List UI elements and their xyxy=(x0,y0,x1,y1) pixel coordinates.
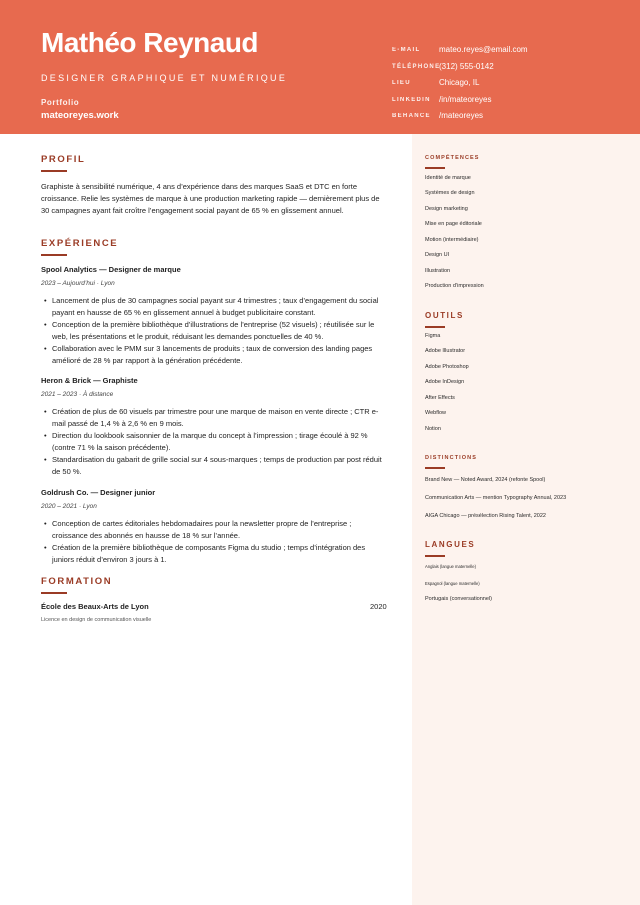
list-item: • Conception de cartes éditoriales hebdomadaires pour la newsletter propre de l’entreprise ; croissance des abonnés en hausse de 18 % sur l’année. xyxy=(41,518,389,542)
list-item: • Lancement de plus de 30 campagnes social payant sur 4 trimestres ; taux d’engagement du social payant en hausse de 65 % en glissement annuel à budget publicitaire constant. xyxy=(41,295,389,319)
profile-summary: Graphiste à sensibilité numérique, 4 ans d’expérience dans des marques SaaS et DTC en forte croissance. Relie les systèmes de marque à une production marketing rapide — dernièrement plus de 30 campagnes ayant fait croître l’engagement social payant de 65 % en glissement annuel. xyxy=(41,182,380,215)
list-item: • Standardisation du gabarit de grille social sur 4 sous-marques ; temps de production par post réduit de 50 %. xyxy=(41,454,389,478)
section-divider xyxy=(425,467,445,469)
list-item: Design marketing xyxy=(425,205,468,212)
list-item: • Création de plus de 60 visuels par trimestre pour une marque de maison en vente directe ; CTR e-mail passé de 1,4 % à 2,6 % en 9 mois. xyxy=(41,406,389,430)
section-title-languages: LANGUES xyxy=(425,540,476,549)
education-year: 2020 xyxy=(370,602,387,611)
portfolio-link[interactable]: mateoreyes.work xyxy=(41,110,119,121)
contact-linkedin xyxy=(392,95,632,112)
list-item: Portugais (conversationnel) xyxy=(425,595,492,602)
section-divider xyxy=(41,254,67,256)
contact-value[interactable]: mateo.reyes@email.com xyxy=(439,45,528,54)
contact-behance xyxy=(392,111,632,128)
job-title: Goldrush Co. — Designer junior xyxy=(41,488,156,497)
contact-label: LINKEDIN xyxy=(392,96,431,103)
job-bullets xyxy=(41,406,389,478)
contact-label: BEHANCE xyxy=(392,113,431,119)
job-meta: 2023 – Aujourd’hui · Lyon xyxy=(41,280,115,287)
contact-value[interactable]: /mateoreyes xyxy=(439,111,484,120)
section-title-education: FORMATION xyxy=(41,576,113,587)
list-item: Identité de marque xyxy=(425,174,471,181)
job-bullets xyxy=(41,518,389,566)
awards-section xyxy=(425,454,625,525)
job-title: Spool Analytics — Designer de marque xyxy=(41,265,181,274)
candidate-name: Mathéo Reynaud xyxy=(41,27,259,58)
list-item: Anglais (langue maternelle) xyxy=(425,563,476,569)
sidebar xyxy=(412,134,640,905)
section-divider xyxy=(425,326,445,328)
section-divider xyxy=(425,167,445,169)
job-title: Heron & Brick — Graphiste xyxy=(41,376,138,385)
languages-list xyxy=(425,558,625,608)
job-bullets xyxy=(41,295,389,367)
list-item: Espagnol (langue maternelle) xyxy=(425,580,480,586)
section-title-awards: DISTINCTIONS xyxy=(425,455,478,461)
contact-list xyxy=(392,45,632,128)
section-title-profile: PROFIL xyxy=(41,154,86,165)
contact-label: E-MAIL xyxy=(392,47,421,53)
portfolio-label: Portfolio xyxy=(41,98,80,107)
list-item: Motion (intermédiaire) xyxy=(425,236,479,243)
skills-section xyxy=(425,154,625,295)
list-item: Design UI xyxy=(425,252,450,258)
contact-value[interactable]: (312) 555-0142 xyxy=(439,61,494,71)
languages-section xyxy=(425,540,625,607)
contact-location xyxy=(392,78,632,95)
section-title-experience: EXPÉRIENCE xyxy=(41,238,119,249)
education-degree: Licence en design de communication visuelle xyxy=(41,617,152,623)
tools-list xyxy=(425,329,625,438)
contact-email xyxy=(392,45,632,62)
contact-label: LIEU xyxy=(392,80,411,86)
skills-list xyxy=(425,171,625,295)
contact-label: TÉLÉPHONE xyxy=(392,63,441,70)
list-item: Production d’impression xyxy=(425,283,484,289)
contact-phone xyxy=(392,62,632,79)
list-item: Communication Arts — mention Typography Annual, 2023 xyxy=(425,494,567,501)
tools-section xyxy=(425,311,625,437)
list-item: Adobe Photoshop xyxy=(425,363,469,370)
section-title-tools: OUTILS xyxy=(425,311,464,320)
job-meta: 2021 – 2023 · À distance xyxy=(41,391,114,398)
list-item: Webflow xyxy=(425,410,446,416)
list-item: Adobe InDesign xyxy=(425,379,465,385)
contact-value[interactable]: /in/mateoreyes xyxy=(439,94,492,104)
list-item: Systèmes de design xyxy=(425,190,475,196)
list-item: Illustration xyxy=(425,267,451,274)
list-item: • Direction du lookbook saisonnier de la marque du concept à l’impression ; tirage écoulé à 92 % (contre 71 % la saison précédente). xyxy=(41,430,389,454)
list-item: • Conception de la première bibliothèque d’illustrations de l’entreprise (52 visuels) ; réutilisée sur le web, les présentations et le produit, réduisant les demandes ponctuelles de 40 %. xyxy=(41,319,389,343)
list-item: AIGA Chicago — présélection Rising Talent, 2022 xyxy=(425,512,546,519)
section-divider xyxy=(41,592,67,594)
list-item: • Création de la première bibliothèque de composants Figma du studio ; temps d’intégration des juniors réduit d’environ 3 jours à 1. xyxy=(41,542,389,566)
section-divider xyxy=(41,170,67,172)
contact-value: Chicago, IL xyxy=(439,78,480,87)
section-divider xyxy=(425,555,445,557)
awards-list xyxy=(425,471,625,525)
section-title-skills: COMPÉTENCES xyxy=(425,155,480,161)
education-school: École des Beaux-Arts de Lyon xyxy=(41,602,149,611)
list-item: Adobe Illustrator xyxy=(425,348,466,354)
list-item: Notion xyxy=(425,425,441,432)
candidate-subtitle: DESIGNER GRAPHIQUE ET NUMÉRIQUE xyxy=(41,73,288,83)
list-item: Brand New — Noted Award, 2024 (refonte Spool) xyxy=(425,476,546,483)
job-meta: 2020 – 2021 · Lyon xyxy=(41,503,97,510)
list-item: Figma xyxy=(425,332,441,339)
resume-header xyxy=(0,0,640,134)
list-item: Mise en page éditoriale xyxy=(425,221,482,227)
list-item: • Collaboration avec le PMM sur 3 lancements de produits ; taux de conversion des landing pages amélioré de 28 % par rapport à la génération précédente. xyxy=(41,343,389,367)
list-item: After Effects xyxy=(425,394,455,401)
